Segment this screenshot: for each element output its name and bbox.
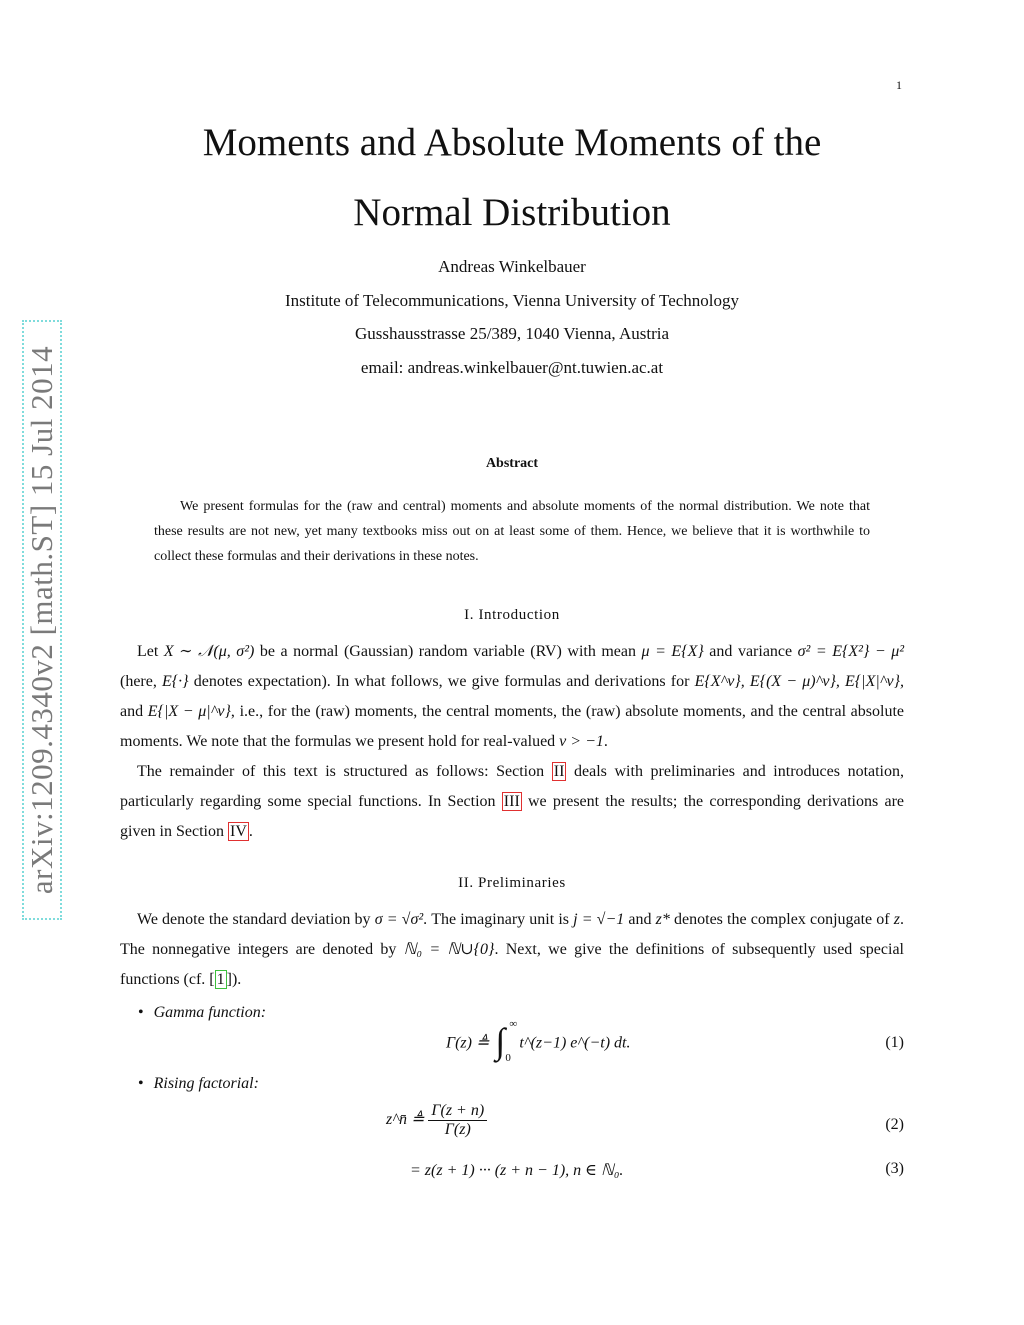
eq1-lhs: Γ(z) ≜ (446, 1034, 490, 1052)
eq2-denominator: Γ(z) (444, 1121, 471, 1138)
equation-number-2: (2) (885, 1116, 904, 1133)
equation-number-1: (1) (885, 1034, 904, 1051)
section-heading-introduction: I. Introduction (464, 607, 560, 623)
author-name: Andreas Winkelbauer (438, 257, 586, 276)
math-mean: μ = E{X} (641, 643, 704, 660)
section-heading-preliminaries: II. Preliminaries (458, 875, 566, 891)
eq3-body: = z(z + 1) ··· (z + n − 1), n ∈ ℕ₀. (410, 1162, 624, 1179)
eq2-lhs: z^n̄ ≜ (386, 1111, 425, 1129)
eq2-fraction (428, 1102, 487, 1139)
intro-paragraph-2: The remainder of this text is structured as follows: Section II deals with preliminaries and introduces notation, particularly regarding some special functions. In Section III we present the results; the corresponding derivations are given in Section IV . (120, 763, 905, 840)
citation-1-link[interactable]: 1 (216, 971, 225, 988)
math-expectation: E{·} (162, 673, 189, 690)
math-nu-condition: ν > −1 (559, 733, 604, 750)
abstract-heading: Abstract (485, 456, 539, 471)
abstract-text: We present formulas for the (raw and central) moments and absolute moments of the normal distribution. We note that these results are not new, yet many textbooks miss out on at least some of them. Hence, we believe that it is worthwhile to collect these formulas and their derivations in these notes. (154, 499, 870, 564)
preliminaries-paragraph-1: We denote the standard deviation by σ = √σ². The imaginary unit is j = √−1 and z* denotes the complex conjugate of z. The nonnegative integers are denoted by ℕ₀ = ℕ∪{0}. Next, we give the definitions of subsequently used special functions (cf. [ 1 ]). (120, 911, 905, 988)
title-line-2: Normal Distribution (353, 191, 671, 234)
bullet-rising-factorial: • Rising factorial: (138, 1075, 259, 1093)
math-imaginary-unit: j = √−1 (573, 911, 625, 928)
paper-title (120, 108, 904, 248)
integral-lower-limit: 0 (505, 1052, 511, 1064)
eq1-integrand: t^(z−1) e^(−t) dt. (519, 1034, 631, 1052)
integral-sign: ∫ ∞ 0 (495, 1018, 518, 1064)
math-normal-rv: X ∼ 𝒩(μ, σ²) (163, 643, 255, 660)
equation-2 (120, 1102, 904, 1150)
bullet-gamma-function: • Gamma function: (138, 1004, 266, 1022)
section-ref-iv-link[interactable]: IV (229, 823, 247, 840)
page-number: 1 (896, 78, 902, 92)
author-address: Gusshausstrasse 25/389, 1040 Vienna, Austria (354, 324, 670, 343)
section-ref-ii-link[interactable]: II (553, 763, 565, 780)
author-block (120, 250, 904, 384)
equation-1 (120, 1018, 904, 1068)
author-email[interactable]: email: andreas.winkelbauer@nt.tuwien.ac.at (360, 357, 664, 377)
math-z: z (893, 911, 901, 928)
integral-upper-limit: ∞ (509, 1018, 518, 1030)
title-line-1: Moments and Absolute Moments of the (202, 121, 822, 164)
math-naturals: ℕ₀ = ℕ∪{0} (403, 941, 495, 958)
math-std-dev: σ = √σ² (374, 911, 424, 928)
math-moments: E{X^ν}, E{(X − μ)^ν}, E{|X|^ν}, (694, 673, 904, 690)
math-conjugate: z* (655, 911, 670, 928)
eq2-numerator: Γ(z + n) (428, 1102, 487, 1121)
math-variance: σ² = E{X²} − μ² (797, 643, 905, 660)
math-central-abs-moment: E{|X − μ|^ν} (147, 703, 231, 720)
section-ref-iii-link[interactable]: III (503, 793, 520, 810)
equation-number-3: (3) (885, 1160, 904, 1177)
intro-paragraph-1: Let X ∼ 𝒩(μ, σ²) be a normal (Gaussian) random variable (RV) with mean μ = E{X} and variance σ² = E{X²} − μ² (here, E{·} denotes expectation). In what follows, we give formulas and derivations for E{X^ν}, E{(X − μ)^ν}, E{|X|^ν}, and E{|X − μ|^ν}, i.e., for the (raw) moments, the central moments, the (raw) absolute moments, and the central absolute moments. We note that the formulas we present hold for real-valued ν > −1. (120, 643, 905, 750)
arxiv-stamp[interactable] (22, 320, 62, 920)
arxiv-stamp-text: arXiv:1209.4340v2 [math.ST] 15 Jul 2014 (24, 345, 59, 895)
author-affiliation: Institute of Telecommunications, Vienna University of Technology (284, 290, 740, 310)
equation-3 (120, 1160, 904, 1184)
